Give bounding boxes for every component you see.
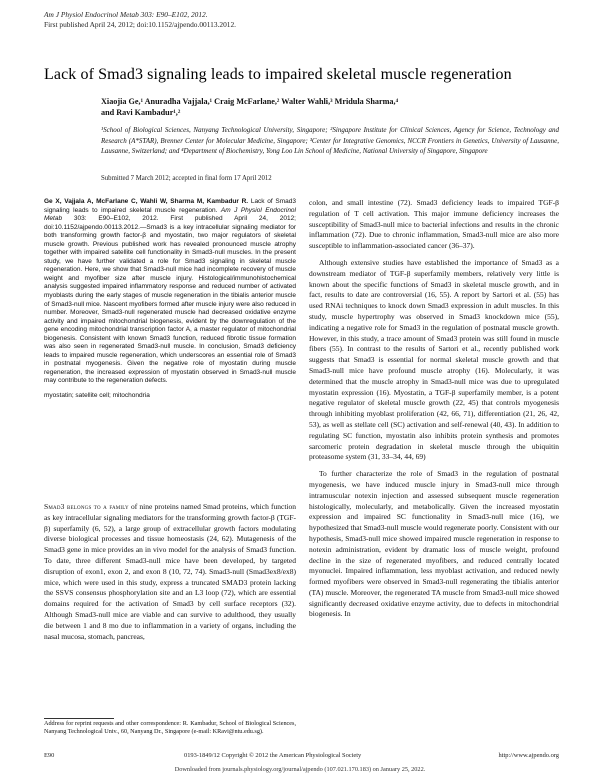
journal-url-link[interactable]: http://www.ajpendo.org xyxy=(498,752,559,759)
journal-citation-line: Am J Physiol Endocrinol Metab 303: E90–E102, 2012. xyxy=(44,10,208,19)
body-paragraph: To further characterize the role of Smad3 in the regulation of postnatal myogenesis, we have induced muscle injury in Smad3-null mice through intramuscular notexin injection and assessed subsequent muscle regeneration histologically, molecularly, and metabolically. Given the increased myostatin expression and impaired SC functionality in Smad3-null mice (16), we hypothesized that Smad3-null muscle would regenerate poorly. Consistent with our hypothesis, Smad3-null mice showed impaired muscle regeneration in response to notexin administration, evident by dramatic loss of muscle weight, profound decline in the size of regenerated myofibers, and reduced centrally located myonuclei. Impaired inflammation, less myoblast activation, and reduced newly formed myofibers were observed in Smad3-null regenerating the tibialis anterior (TA) muscle. Moreover, the regenerated TA muscle from Smad3-null mice showed significantly decreased oxidative enzyme activity, due to defects in mitochondrial biogenesis. In xyxy=(309,469,559,619)
affiliations: ¹School of Biological Sciences, Nanyang Technological University, Singapore; ²Singapore Institute for Clinical Sciences, Agency for Science, Technology and Research (A*STAR), Brenner Center for Molecular Medicine, Singapore; ³Center for Integrative Genomics, NCCR Frontiers in Genetics, University of Lausanne, Lausanne, Switzerland; and ⁴Department of Biochemistry, Yong Loo Lin School of Medicine, National University of Singapore, Singapore xyxy=(101,126,559,155)
footnote-divider xyxy=(44,718,114,719)
body-paragraph: Although extensive studies have established the importance of Smad3 as a downstream mediator of TGF-β superfamily members, relatively very little is known about the specific functions of Smad3 in skeletal muscle growth, and in fact, results to date are controversial (16, 55). A report by Sartori et al. (55) has used RNAi techniques to knock down Smad3 expression in adult muscles. In this study, muscle hypertrophy was observed in Smad3 knockdown mice (55), indicating a negative role for Smad3 in the regulation of postnatal muscle growth. However, in this study, a trace amount of Smad3 protein was still found in muscle fibers (55). In contrast to the results of Sartori et al., recently published work suggests that Smad3 is essential for normal skeletal muscle growth and that Smad3-null mice have profound muscle atrophy (16). Molecularly, it was determined that the muscle atrophy in Smad3-null mice was due to upregulated myostatin expression (16). Myostatin, a TGF-β superfamily member, is a potent negative regulator of skeletal muscle growth (22, 45) that controls myogenesis through inhibiting myoblast proliferation (42, 66, 71), differentiation (21, 26, 42, 53), as well as stellate cell (SC) activation and self-renewal (40, 43). In addition to regulating SC function, myostatin also inhibits protein synthesis and promotes sarcomeric protein degradation in skeletal muscle through the ubiquitin proteasome system (31, 33–34, 44, 69) xyxy=(309,257,559,462)
body-paragraph: colon, and small intestine (72). Smad3 deficiency leads to impaired TGF-β regulation of T cell activation. This major immune deficiency increases the susceptibility of Smad3-null mice to bacterial infections and results in the chronic inflammation (72). Due to chronic inflammation, Smad3-null mice are also more susceptible to inflammation-associated cancer (36–37). xyxy=(309,198,559,251)
intro-lead-words: Smad3 belongs to a family xyxy=(44,502,129,511)
intro-body: of nine proteins named Smad proteins, which function as key intracellular signaling mediators for the transforming growth factor-β (TGF-β) superfamily (6, 52), a large group of extracellular growth factors modulating diverse biological processes and tissue homeostasis (24, 62). Mutagenesis of the Smad3 gene in mice provides an in vivo model for the analysis of Smad3 function. To date, three different Smad3-null mice have been developed, by targeted disruption of exon1, exon 2, and exon 8 (10, 72, 74). Smad3-null (Smad3ex8/ex8) mice, which were used in this study, express a truncated SMAD3 protein lacking the SSVS consensus phosphorylation site and an L3 loop (72), which are essential domains required for the activation of Smad3 by cell surface receptors (32). Although Smad3-null mice are viable and can survive to adulthood, they usually die between 1 and 8 mo due to inflammation in a variety of organs, including the nasal mucosa, stomach, pancreas, xyxy=(44,502,296,641)
correspondence-footnote: Address for reprint requests and other correspondence: R. Kambadur, School of Biological Sciences, Nanyang Technological Univ., 60, Nanyang Dr., Singapore (e-mail: KRavi@ntu.edu.sg). xyxy=(44,720,296,736)
abstract xyxy=(44,198,296,386)
abstract-cite-authors: Ge X, Vajjala A, McFarlane C, Wahli W, Sharma M, Kambadur R. xyxy=(44,198,249,205)
published-line: First published April 24, 2012; doi:10.1152/ajpendo.00113.2012. xyxy=(44,19,237,29)
right-column xyxy=(309,198,559,620)
submission-dates: Submitted 7 March 2012; accepted in final form 17 April 2012 xyxy=(101,175,272,182)
introduction-paragraph xyxy=(44,502,296,642)
copyright-line: 0193-1849/12 Copyright © 2012 the American Physiological Society xyxy=(184,752,362,759)
author-line-2: and Ravi Kambadur¹,² xyxy=(101,108,181,117)
abstract-cite-title: Lack of Smad3 signaling leads to impaired skeletal muscle regeneration. xyxy=(44,198,296,214)
journal-header xyxy=(44,10,236,29)
author-line-1: Xiaojia Ge,¹ Anuradha Vajjala,¹ Craig McFarlane,² Walter Wahli,³ Mridula Sharma,⁴ xyxy=(101,97,399,106)
keywords: myostatin; satellite cell; mitochondria xyxy=(44,392,150,400)
page-number: E90 xyxy=(44,752,55,759)
abstract-body: 303: E90–E102, 2012. First published April 24, 2012; doi:10.1152/ajpendo.00113.2012.—Smad3 is a key intracellular signaling mediator for both transforming growth factor-β and myostatin, two major regulators of skeletal muscle growth. Previous published work has revealed pronounced muscle atrophy together with impaired satellite cell functionality in Smad3-null muscles. In the present study, we have further validated a role for Smad3 signaling in skeletal muscle regeneration. Here, we show that Smad3-null mice had incomplete recovery of muscle weight and myofiber size after muscle injury. Histological/immunohistochemical analysis suggested impaired inflammatory response and reduced number of activated myoblasts during the early stages of muscle regeneration in the tibialis anterior muscle of Smad3-null mice. Nascent myofibers formed after muscle injury were also reduced in number. Moreover, Smad3-null regenerated muscle had decreased oxidative enzyme activity and impaired mitochondrial biogenesis, evident by the downregulation of the gene encoding mitochondrial transcription factor A, a master regulator of mitochondrial biogenesis. Consistent with known Smad3 function, reduced fibrotic tissue formation was also seen in regenerated Smad3-null muscle. In conclusion, Smad3 deficiency leads to impaired muscle regeneration, which underscores an essential role of Smad3 in postnatal myogenesis. Given the negative role of myostatin during muscle regeneration, the increased expression of myostatin observed in Smad3-null muscle may contribute to the regeneration defects. xyxy=(44,215,296,385)
download-watermark: Downloaded from journals.physiology.org/journal/ajpendo (107.021.170.183) on January 25, 2022. xyxy=(174,766,426,773)
article-title: Lack of Smad3 signaling leads to impaired skeletal muscle regeneration xyxy=(44,66,512,83)
author-list xyxy=(101,96,561,118)
abstract-column xyxy=(44,198,296,399)
abstract-cite-journal: Am J Physiol Endocrinol Metab xyxy=(44,206,296,223)
